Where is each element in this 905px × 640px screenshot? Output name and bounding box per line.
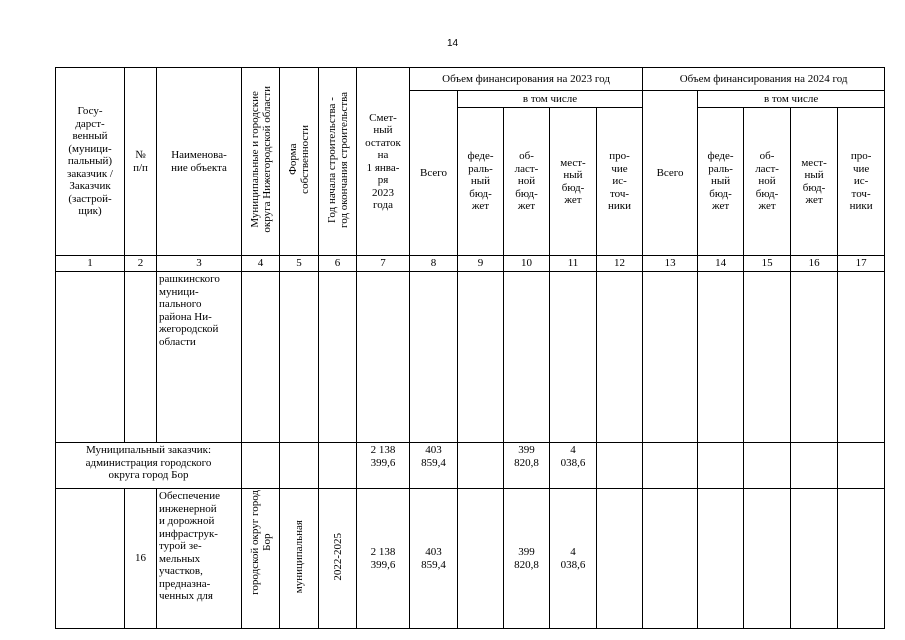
header-estimate-balance: Смет- ный остаток на 1 янва- ря 2023 года — [357, 68, 410, 256]
customer-summary-label: Муниципальный заказчик: администрация городского округа город Бор — [56, 443, 242, 489]
header-other-2024: про- чие ис- точ- ники — [838, 108, 885, 256]
header-federal-2023: феде- раль- ный бюд- жет — [458, 108, 504, 256]
header-including-2024: в том числе — [698, 91, 885, 108]
column-number: 1 — [56, 256, 125, 272]
column-number: 12 — [597, 256, 643, 272]
column-number: 5 — [280, 256, 319, 272]
header-object-name: Наименова- ние объекта — [157, 68, 242, 256]
page-number: 14 — [446, 38, 459, 49]
column-number: 2 — [125, 256, 157, 272]
column-number: 15 — [744, 256, 791, 272]
item-ownership — [280, 489, 319, 629]
continuation-object-name: рашкинского муници- пального района Ни- жегородской области — [157, 272, 242, 443]
header-other-2023: про- чие ис- точ- ники — [597, 108, 643, 256]
item-estimate: 2 138 399,6 — [357, 489, 410, 629]
header-construction-years-text: Год начала строительства - год окончания строительства — [325, 91, 350, 228]
item-regional-2023: 399 820,8 — [504, 489, 550, 629]
column-number: 6 — [319, 256, 357, 272]
header-federal-2024: феде- раль- ный бюд- жет — [698, 108, 744, 256]
item-local-2023: 4 038,6 — [550, 489, 597, 629]
customer-summary-local-2023: 4 038,6 — [550, 443, 597, 489]
column-number: 7 — [357, 256, 410, 272]
column-number: 11 — [550, 256, 597, 272]
header-local-2024: мест- ный бюд- жет — [791, 108, 838, 256]
column-number: 10 — [504, 256, 550, 272]
column-number: 3 — [157, 256, 242, 272]
customer-summary-total-2023: 403 859,4 — [410, 443, 458, 489]
header-total-2024: Всего — [643, 91, 698, 256]
item-ownership-text: муниципальная — [293, 520, 305, 594]
table-row-customer-summary — [56, 443, 885, 489]
column-number: 9 — [458, 256, 504, 272]
item-construction-years-text: 2022-2025 — [331, 532, 344, 581]
customer-summary-regional-2023: 399 820,8 — [504, 443, 550, 489]
header-regional-2024: об- ласт- ной бюд- жет — [744, 108, 791, 256]
item-num: 16 — [125, 489, 157, 629]
item-object-name: Обеспечение инженерной и дорожной инфраструк- турой зе- мельных участков, предназна- ченных для — [157, 489, 242, 629]
column-number: 13 — [643, 256, 698, 272]
table-row-item — [56, 489, 885, 629]
column-number: 8 — [410, 256, 458, 272]
column-number: 16 — [791, 256, 838, 272]
header-ownership — [280, 68, 319, 256]
header-regional-2023: об- ласт- ной бюд- жет — [504, 108, 550, 256]
header-municipality — [242, 68, 280, 256]
header-construction-years — [319, 68, 357, 256]
column-numbers-row — [56, 256, 885, 272]
column-number: 17 — [838, 256, 885, 272]
header-funding-2024: Объем финансирования на 2024 год — [643, 68, 885, 91]
header-funding-2023: Объем финансирования на 2023 год — [410, 68, 643, 91]
header-total-2023: Всего — [410, 91, 458, 256]
customer-summary-estimate: 2 138 399,6 — [357, 443, 410, 489]
header-local-2023: мест- ный бюд- жет — [550, 108, 597, 256]
column-number: 4 — [242, 256, 280, 272]
item-municipality — [242, 489, 280, 629]
item-total-2023: 403 859,4 — [410, 489, 458, 629]
header-num: № п/п — [125, 68, 157, 256]
header-customer: Госу- дарст- венный (муници- пальный) заказчик / Заказчик (застрой- щик) — [56, 68, 125, 256]
table-row-continuation — [56, 272, 885, 443]
header-municipality-text: Муниципальные и городские округа Нижегородской области — [248, 86, 273, 234]
column-number: 14 — [698, 256, 744, 272]
item-municipality-text: городской округ город Бор — [248, 490, 273, 595]
item-construction-years — [319, 489, 357, 629]
header-ownership-text: Форма собственности — [287, 125, 311, 195]
header-including-2023: в том числе — [458, 91, 643, 108]
financing-table — [55, 67, 885, 629]
